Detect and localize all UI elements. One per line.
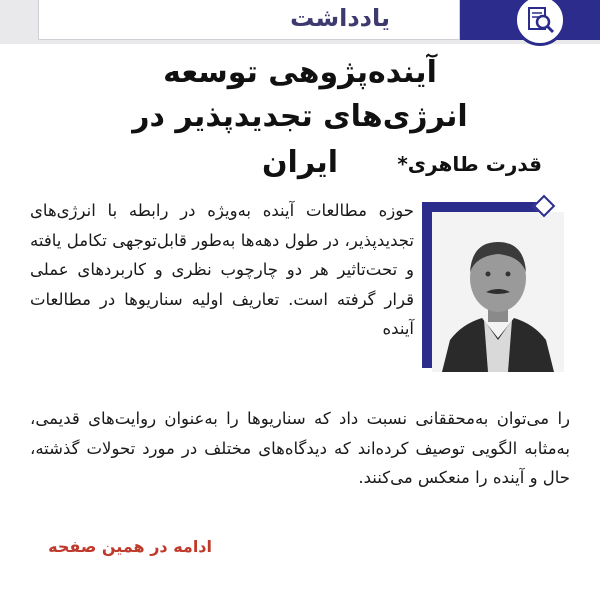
headline-line-1: آینده‌پژوهی توسعه	[163, 55, 437, 90]
author-photo	[432, 212, 564, 372]
section-label-tab	[38, 0, 460, 40]
article-body-wide: را می‌توان به‌محققانی نسبت داد که سناریوها را به‌عنوان روایت‌های قدیمی، به‌مثابه الگویی توصیف کرده‌اند که دیدگاه‌های مختلف در مورد تحولات گذشته، حال و آینده را منعکس می‌کنند.	[30, 409, 570, 488]
article-body-narrow: حوزه مطالعات آینده به‌ویژه در رابطه با انرژی‌های تجدیدپذیر، در طول دهه‌ها به‌طور قابل‌توجهی تکامل یافته و تحت‌تاثیر هر دو چارچوب نظری و کاربردهای عملی قرار گرفته است. تعاریف اولیه سناریوها در مطالعات آینده	[30, 201, 414, 339]
author-name: قدرت طاهری*	[397, 152, 542, 176]
section-label: یادداشت	[290, 4, 390, 32]
headline-line-2: انرژی‌های تجدیدپذیر در ایران	[132, 99, 468, 180]
continue-link[interactable]: ادامه در همین صفحه	[48, 537, 212, 556]
